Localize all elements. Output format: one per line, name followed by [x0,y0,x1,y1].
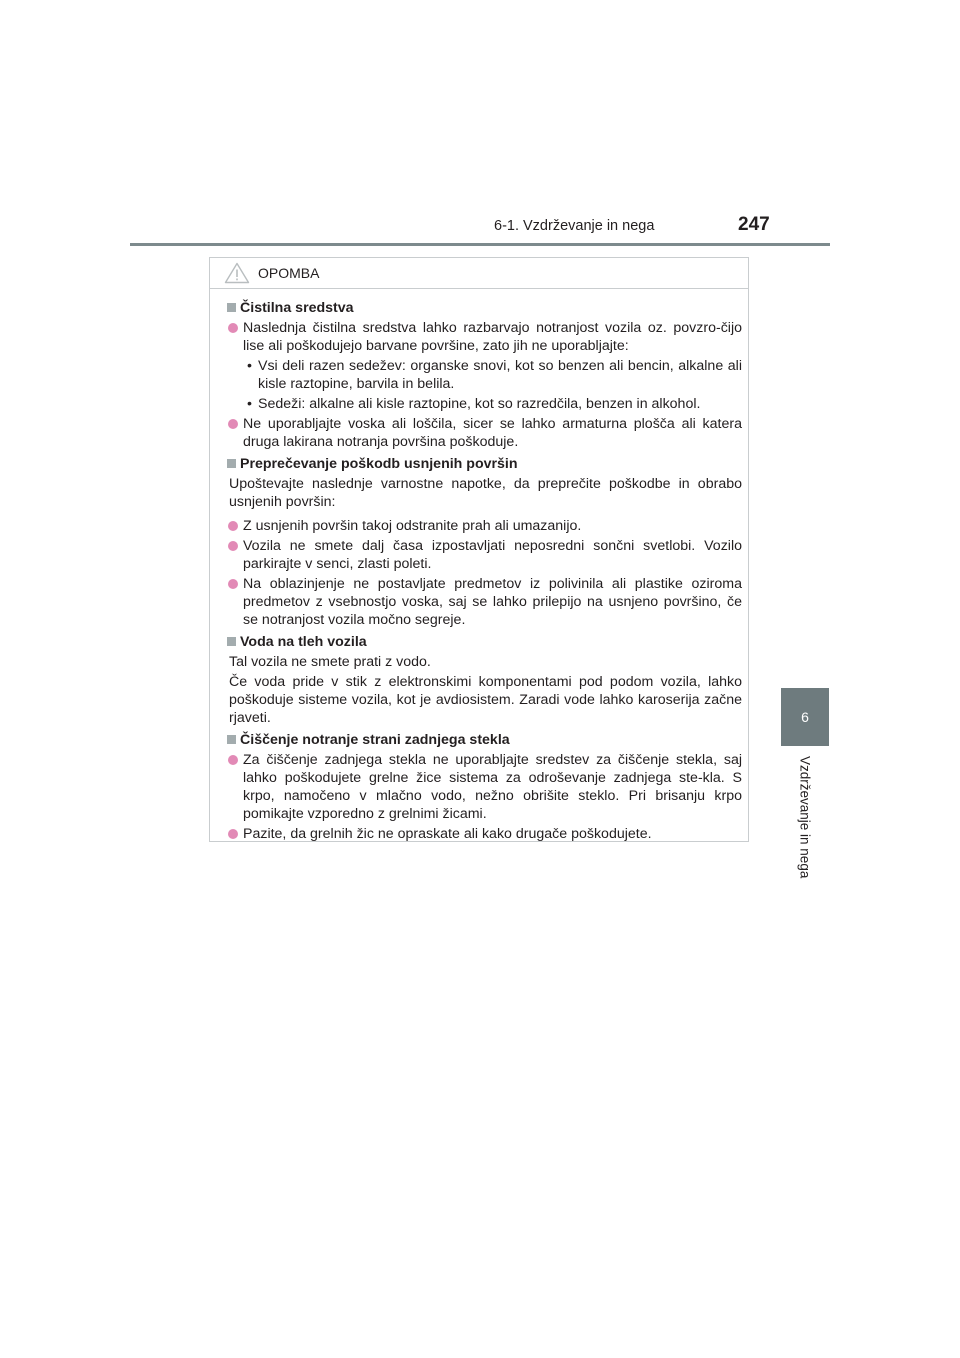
section-heading-text: Preprečevanje poškodb usnjenih površin [240,456,518,472]
section-title: 6-1. Vzdrževanje in nega [494,218,655,234]
sub-bullet-marker: • [247,358,252,374]
bullet-dot-icon [228,541,238,551]
section-heading [227,633,742,651]
bullet-dot-icon [228,323,238,333]
bullet-dot-icon [228,521,238,531]
section-heading [227,731,742,749]
heading-square-icon [227,735,236,744]
notice-box [209,257,749,842]
chapter-tab[interactable] [781,688,829,746]
list-item-text: Na oblazinjenje ne postavljate predmetov iz polivinila ali plastike oziroma predmetov z vsebnostjo voska, saj se lahko prilepijo na usnjeno površino, če se notranjost vozila močno segreje. [243,576,742,628]
list-item [227,825,742,843]
section-heading-text: Čistilna sredstva [240,300,354,316]
section-heading [227,455,742,473]
notice-body [210,289,748,843]
bullet-dot-icon [228,755,238,765]
heading-square-icon [227,303,236,312]
paragraph: Če voda pride v stik z elektronskimi komponentami pod podom vozila, lahko poškoduje sisteme vozila, kot je avdiosistem. Zaradi vode lahko karoserija začne rjaveti. [229,674,742,726]
list-item-text: Naslednja čistilna sredstva lahko razbarvajo notranjost vozila oz. povzro-čijo lise ali poškodujejo barvane površine, zato jih ne uporabljajte: [243,320,742,354]
list-item-text: Ne uporabljajte voska ali loščila, sicer se lahko armaturna plošča ali katera druga lakirana notranja površina poškoduje. [243,416,742,450]
bullet-dot-icon [228,579,238,589]
paragraph: Tal vozila ne smete prati z vodo. [229,654,431,670]
chapter-label-text: Vzdrževanje in nega [797,756,813,879]
list-item [227,415,742,451]
bullet-dot-icon [228,419,238,429]
chapter-tab-number: 6 [801,709,809,725]
sub-list-item-text: Sedeži: alkalne ali kisle raztopine, kot so razredčila, benzen in alkohol. [258,396,701,412]
list-item-text: Za čiščenje zadnjega stekla ne uporabljajte sredstev za čiščenje stekla, saj lahko poškodujete grelne žice sistema za odroševanje zadnjega ste-kla. S krpo, namočeno v mlačno vodo, nežno obrišite steklo. Pri brisanju krpo pomikajte vzporedno z grelnimi žicami. [243,752,742,822]
section-heading-text: Čiščenje notranje strani zadnjega stekla [240,732,510,748]
list-item-text: Z usnjenih površin takoj odstranite prah ali umazanijo. [243,518,582,534]
chapter-label [781,756,829,896]
list-item [227,517,742,535]
list-item [227,575,742,629]
bullet-dot-icon [228,829,238,839]
list-item-text: Pazite, da grelnih žic ne opraskate ali kako drugače poškodujete. [243,826,652,842]
list-item [227,319,742,355]
header-divider [130,243,830,246]
warning-triangle-icon [224,262,250,284]
sub-list-item [227,357,742,393]
list-item [227,751,742,823]
paragraph: Upoštevajte naslednje varnostne napotke, da preprečite poškodbe in obrabo usnjenih površin: [229,476,742,510]
sub-list-item-text: Vsi deli razen sedežev: organske snovi, kot so benzen ali bencin, alkalne ali kisle raztopine, barvila in belila. [258,358,742,392]
heading-square-icon [227,637,236,646]
sub-list-item [227,395,742,413]
notice-header [210,258,748,289]
notice-title: OPOMBA [258,265,320,281]
list-item-text: Vozila ne smete dalj časa izpostavljati neposredni sončni svetlobi. Vozilo parkirajte v senci, zlasti poleti. [243,538,742,572]
section-heading [227,299,742,317]
heading-square-icon [227,459,236,468]
page-number: 247 [738,214,770,235]
list-item [227,537,742,573]
sub-bullet-marker: • [247,396,252,412]
section-heading-text: Voda na tleh vozila [240,634,367,650]
